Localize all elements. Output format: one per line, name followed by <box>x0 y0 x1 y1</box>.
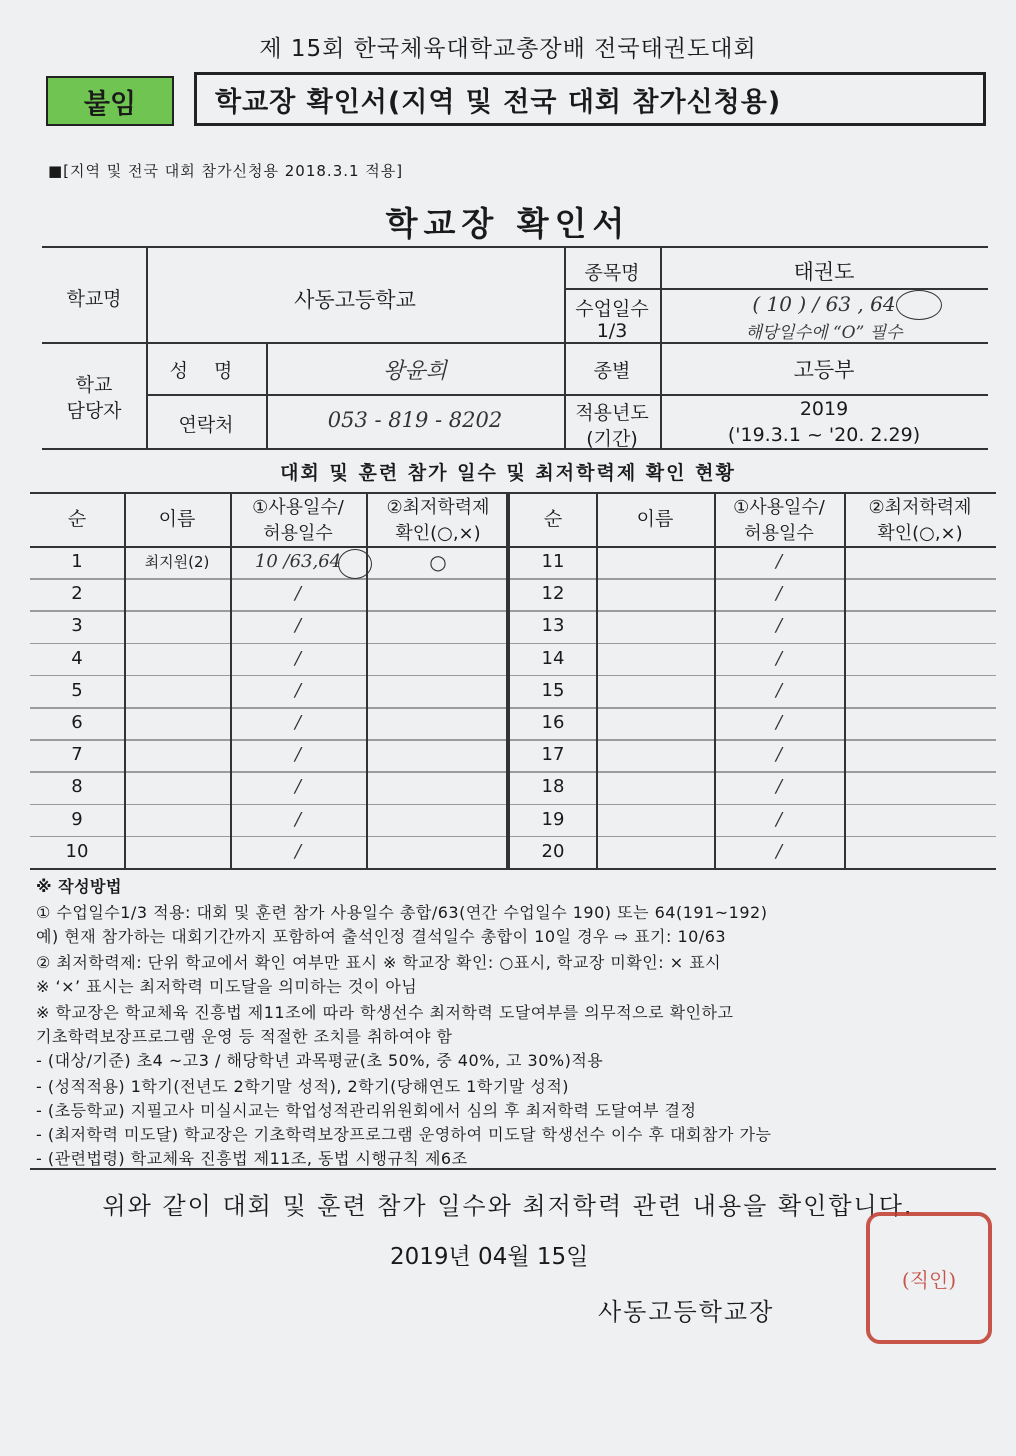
row-no: 7 <box>71 744 83 766</box>
classdays-note: 해당일수에 “O” 필수 <box>745 323 903 343</box>
col-header-min: ②최저학력제 <box>386 497 490 518</box>
row-no: 17 <box>541 744 565 766</box>
year-label: 적용년도 <box>575 402 649 424</box>
row-check <box>844 771 996 803</box>
row-days: 10 /63,64 <box>254 551 342 572</box>
col-header-min: 확인(○,×) <box>395 523 481 544</box>
col-header-name: 이름 <box>158 508 196 530</box>
instruction-line: ① 수업일수1/3 적용: 대회 및 훈련 참가 사용일수 총합/63(연간 수업일수 190) 또는 64(191~192) <box>36 903 768 922</box>
official-seal <box>866 1212 992 1344</box>
row-check <box>844 546 996 578</box>
row-days: / <box>775 712 783 733</box>
manager-label: 학교 <box>75 374 113 396</box>
col-header-min: 확인(○,×) <box>877 523 963 544</box>
instruction-line: 예) 현재 참가하는 대회기간까지 포함하여 출석인정 결석일수 총합이 10일 경우 ⇨ 표기: 10/63 <box>36 927 727 946</box>
row-no: 3 <box>71 615 83 637</box>
row-no: 8 <box>71 776 83 798</box>
col-header-name: 이름 <box>636 508 674 530</box>
row-no: 10 <box>65 840 89 862</box>
row-name <box>124 836 230 868</box>
col-header-no: 순 <box>543 508 563 530</box>
row-days: / <box>775 615 783 637</box>
row-name <box>596 739 714 771</box>
row-no: 20 <box>541 840 565 862</box>
row-no: 19 <box>541 808 565 830</box>
row-days: / <box>294 679 302 701</box>
row-no: 13 <box>541 615 565 637</box>
instruction-line: ② 최저학력제: 단위 학교에서 확인 여부만 표시 ※ 학교장 확인: ○표시, 학교장 미확인: × 표시 <box>36 953 722 972</box>
row-name <box>596 578 714 610</box>
row-days: / <box>775 840 783 862</box>
info-table-inner-line <box>564 288 988 290</box>
row-days: / <box>775 679 783 701</box>
row-check <box>366 836 510 868</box>
row-days: / <box>775 808 783 830</box>
classdays-circle-mark <box>896 290 942 320</box>
division-label: 종별 <box>593 360 631 382</box>
row-days: / <box>294 776 302 798</box>
row-check <box>844 643 996 675</box>
main-title: 학교장 확인서 <box>385 204 631 243</box>
instruction-line: ※ 학교장은 학교체육 진흥법 제11조에 따라 학생선수 최저학력 도달여부를 의무적으로 확인하고 <box>36 1003 734 1022</box>
attachment-tag: 붙임 <box>46 76 174 126</box>
instruction-line: ※ 작성방법 <box>36 877 122 896</box>
row-name <box>124 675 230 707</box>
row-name <box>596 546 714 578</box>
row-name <box>596 675 714 707</box>
division-value: 고등부 <box>793 358 855 382</box>
row-days: / <box>294 712 302 733</box>
issue-date: 2019년 04월 15일 <box>390 1244 589 1270</box>
row-no: 12 <box>541 583 565 605</box>
instruction-line: - (대상/기준) 초4 ~고3 / 해당학년 과목평균(초 50%, 중 40%, 고 30%)적용 <box>36 1051 604 1070</box>
row-no: 6 <box>71 712 83 733</box>
school-value: 사동고등학교 <box>294 288 416 312</box>
row-days: / <box>294 840 302 862</box>
row-days: / <box>775 647 783 669</box>
row-no: 9 <box>71 808 83 830</box>
row-name <box>596 610 714 642</box>
name-label: 성 명 <box>169 360 243 382</box>
row-days: / <box>775 776 783 798</box>
row-name <box>124 804 230 836</box>
row-no: 5 <box>71 679 83 701</box>
row-no: 11 <box>541 551 565 572</box>
row-name <box>124 771 230 803</box>
row-no: 4 <box>71 647 83 669</box>
row-days: / <box>294 647 302 669</box>
row-days: / <box>775 583 783 605</box>
row-no: 1 <box>71 551 83 572</box>
row-check <box>366 578 510 610</box>
row-check <box>844 804 996 836</box>
info-table-bottom-line <box>42 448 988 450</box>
row-name <box>124 578 230 610</box>
confirmation-statement: 위와 같이 대회 및 훈련 참가 일수와 최저학력 관련 내용을 확인합니다. <box>102 1192 914 1220</box>
row-days: / <box>775 551 783 572</box>
row-check <box>366 771 510 803</box>
row-check <box>844 707 996 739</box>
col-header-days: 허용일수 <box>263 523 333 544</box>
row-name <box>596 804 714 836</box>
row-name <box>596 836 714 868</box>
row-days: / <box>294 615 302 637</box>
row-no: 14 <box>541 647 565 669</box>
school-label: 학교명 <box>66 288 122 310</box>
year-value: 2019 <box>799 398 849 420</box>
sport-label: 종목명 <box>584 262 640 284</box>
instruction-line: - (최저학력 미도달) 학교장은 기초학력보장프로그램 운영하여 미도달 학생선수 이수 후 대회참가 가능 <box>36 1125 772 1144</box>
instruction-line: - (관련법령) 학교체육 진흥법 제11조, 동법 시행규칙 제6조 <box>36 1149 468 1168</box>
contact-value: 053 - 819 - 8202 <box>327 408 503 432</box>
row-check <box>844 610 996 642</box>
document-heading-box: 학교장 확인서(지역 및 전국 대회 참가신청용) <box>194 72 986 126</box>
row-check <box>844 675 996 707</box>
principal-signature: 사동고등학교장 <box>598 1298 775 1326</box>
col-header-no: 순 <box>67 508 87 530</box>
row-check <box>366 610 510 642</box>
row-name <box>124 643 230 675</box>
info-table-inner-line <box>564 394 988 396</box>
row-no: 16 <box>541 712 565 733</box>
row-check <box>366 707 510 739</box>
row-days: / <box>294 583 302 605</box>
classdays-label-fraction: 1/3 <box>596 320 628 342</box>
instruction-line: - (성적적용) 1학기(전년도 2학기말 성적), 2학기(당해연도 1학기말 성적) <box>36 1077 570 1096</box>
row-name <box>124 610 230 642</box>
col-header-days: ①사용일수/ <box>733 497 825 518</box>
row-days: / <box>775 744 783 766</box>
seal-label: (직인) <box>901 1267 957 1292</box>
col-header-days: 허용일수 <box>744 523 814 544</box>
col-header-min: ②최저학력제 <box>868 497 972 518</box>
col-header-days: ①사용일수/ <box>252 497 344 518</box>
usage-note: ■[지역 및 전국 대회 참가신청용 2018.3.1 적용] <box>48 162 404 180</box>
row-check <box>366 739 510 771</box>
row-name <box>124 707 230 739</box>
section-title: 대회 및 훈련 참가 일수 및 최저학력제 확인 현황 <box>280 462 736 484</box>
classdays-label: 수업일수 <box>575 298 649 320</box>
row-check <box>844 836 996 868</box>
manager-label-2: 담당자 <box>66 400 122 422</box>
row-check <box>366 804 510 836</box>
row-name: 최지원(2) <box>144 553 210 571</box>
instructions-divider <box>30 1168 996 1170</box>
instruction-line: - (초등학교) 지필고사 미실시교는 학업성적관리위원회에서 심의 후 최저학력 도달여부 결정 <box>36 1101 697 1120</box>
info-table-top-line <box>42 246 988 248</box>
year-period: ('19.3.1 ~ '20. 2.29) <box>727 424 921 446</box>
manager-name-value: 왕윤희 <box>383 359 447 384</box>
sport-value: 태권도 <box>793 260 855 284</box>
row-check <box>366 675 510 707</box>
row-check: ○ <box>429 550 447 574</box>
row-name <box>596 643 714 675</box>
row-no: 18 <box>541 776 565 798</box>
row-no: 2 <box>71 583 83 605</box>
row-check <box>844 578 996 610</box>
contact-label: 연락처 <box>178 414 234 436</box>
table-border-line <box>30 868 996 870</box>
row-check <box>366 643 510 675</box>
instruction-line: 기초학력보장프로그램 운영 등 적절한 조치를 취하여야 함 <box>36 1027 453 1046</box>
event-title: 제 15회 한국체육대학교총장배 전국태권도대회 <box>259 36 757 62</box>
row-no: 15 <box>541 679 565 701</box>
instruction-line: ※ ‘×’ 표시는 최저학력 미도달을 의미하는 것이 아님 <box>36 977 418 996</box>
info-table-inner-line <box>146 394 564 396</box>
days-circle-mark <box>338 549 372 579</box>
row-days: / <box>294 744 302 766</box>
row-days: / <box>294 808 302 830</box>
classdays-value: ( 10 ) / 63 , 64 <box>752 292 896 316</box>
row-name <box>596 771 714 803</box>
row-name <box>124 739 230 771</box>
row-name <box>596 707 714 739</box>
year-label-2: (기간) <box>586 428 638 450</box>
row-check <box>844 739 996 771</box>
